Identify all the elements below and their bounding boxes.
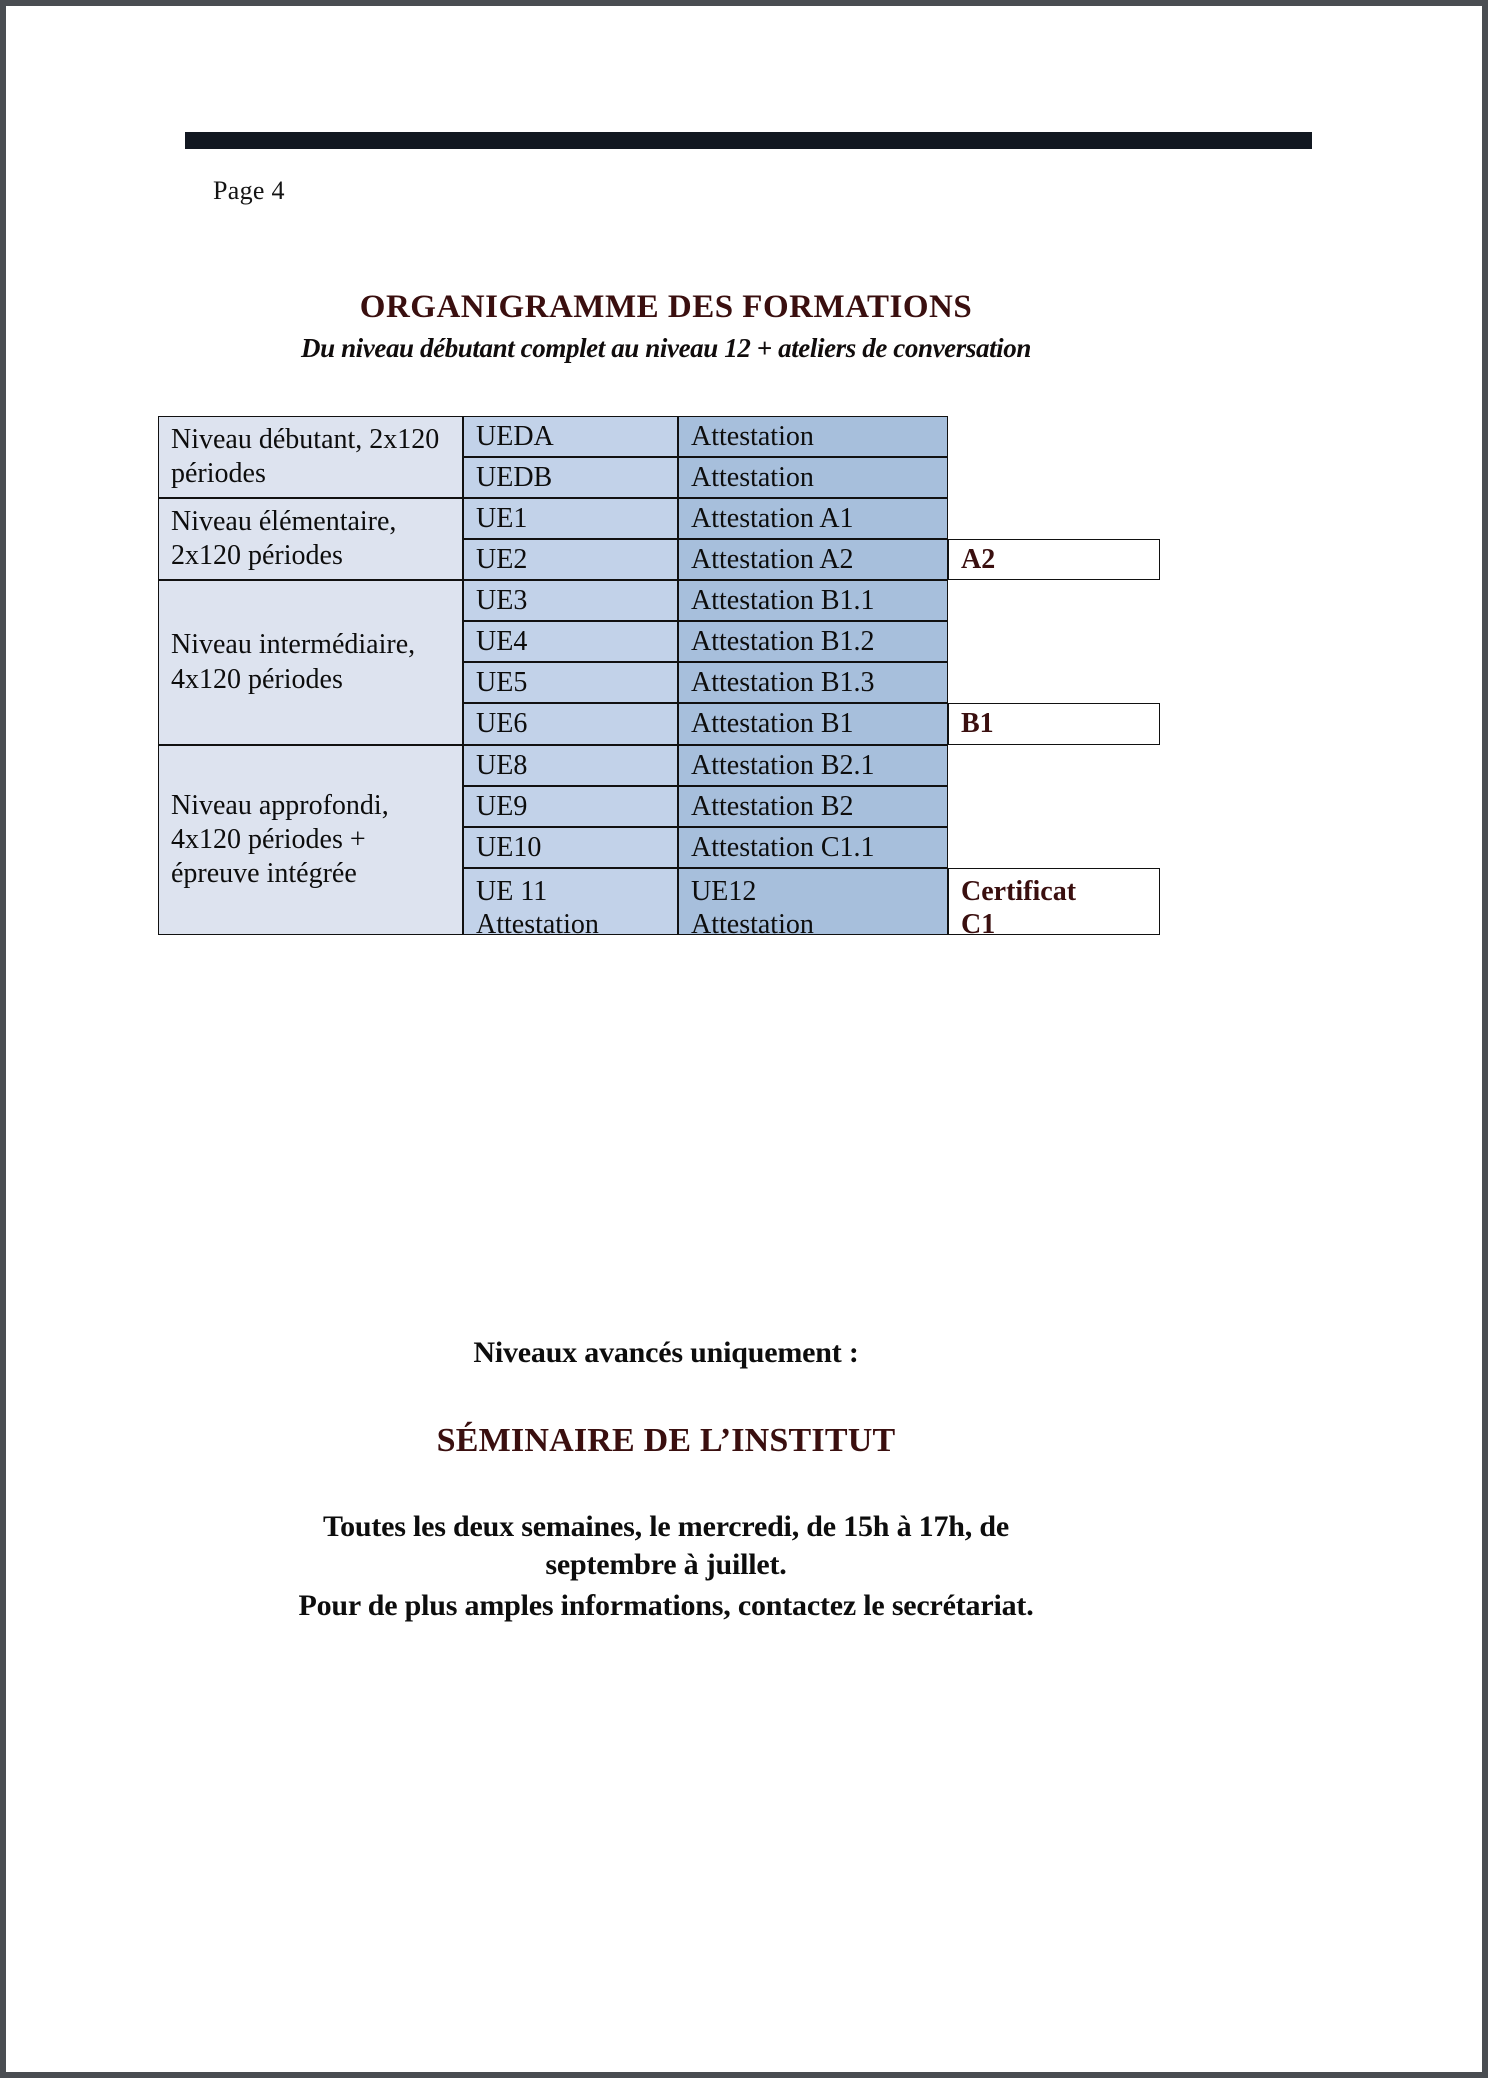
table-row	[463, 868, 1160, 941]
badge-line: C1	[961, 909, 996, 941]
ue-cell: UE4	[463, 621, 678, 662]
table-row	[463, 580, 948, 621]
level-line: Niveau débutant,	[171, 423, 363, 455]
certification-badge-b1: B1	[948, 703, 1160, 745]
attestation-cell: Attestation A1	[678, 498, 948, 539]
attestation-cell: Attestation B1.1	[678, 580, 948, 621]
seminar-title: SÉMINAIRE DE L’INSTITUT	[436, 1422, 896, 1459]
level-line: Niveau approfondi,	[171, 789, 389, 821]
certification-badge-c1	[948, 868, 1160, 941]
attestation-cell: Attestation	[678, 416, 948, 457]
attestation-cell: Attestation A2	[678, 539, 948, 580]
schedule-line-2: septembre à juillet.	[545, 1548, 787, 1582]
level-cell-intermediaire	[158, 580, 463, 745]
ue-cell: UEDB	[463, 457, 678, 498]
table-row	[463, 745, 948, 786]
level-cell-elementaire	[158, 498, 463, 580]
level-line: Niveau élémentaire,	[171, 505, 397, 537]
ue-cell: UE6	[463, 703, 678, 745]
ue-cell: UE2	[463, 539, 678, 580]
ue-cell: UE8	[463, 745, 678, 786]
attestation-cell	[678, 868, 948, 941]
level-line: 4x120 périodes +	[171, 823, 366, 855]
seminar-schedule	[166, 1508, 1166, 1585]
table-row	[463, 662, 948, 703]
page-title: ORGANIGRAMME DES FORMATIONS	[359, 289, 973, 325]
level-line: épreuve intégrée	[171, 858, 357, 890]
table-row	[463, 498, 948, 539]
attestation-line: UE12	[691, 876, 757, 907]
table-row	[463, 621, 948, 662]
attestation-cell: Attestation	[678, 457, 948, 498]
schedule-line-1: Toutes les deux semaines, le mercredi, de 15h à 17h, de	[323, 1510, 1009, 1543]
table-row	[463, 416, 948, 457]
advanced-levels-note: Niveaux avancés uniquement :	[473, 1336, 859, 1369]
attestation-cell: Attestation C1.1	[678, 827, 948, 868]
ue-cell: UE9	[463, 786, 678, 827]
ue-cell: UE5	[463, 662, 678, 703]
table-row	[463, 703, 1160, 745]
attestation-cell: Attestation B2	[678, 786, 948, 827]
badge-line: Certificat	[961, 876, 1077, 907]
footer-section	[166, 1336, 1166, 1623]
ue-cell: UEDA	[463, 416, 678, 457]
ue-line: Attestation	[476, 909, 599, 941]
attestation-cell: Attestation B1	[678, 703, 948, 745]
attestation-cell: Attestation B1.3	[678, 662, 948, 703]
table-row	[463, 827, 948, 868]
attestation-line: Attestation	[691, 909, 814, 941]
ue-cell: UE10	[463, 827, 678, 868]
attestation-cell: Attestation B2.1	[678, 745, 948, 786]
level-cell-debutant	[158, 416, 463, 498]
level-line: Niveau	[171, 629, 252, 661]
contact-note: Pour de plus amples informations, contactez le secrétariat.	[298, 1588, 1034, 1622]
level-line: 2x120 périodes	[171, 540, 343, 571]
level-line: 2x120 périodes	[171, 423, 440, 489]
table-row	[463, 457, 948, 498]
ue-cell: UE3	[463, 580, 678, 621]
document-page	[6, 6, 1482, 2072]
ue-cell: UE1	[463, 498, 678, 539]
level-line: 4x120 périodes	[171, 663, 343, 695]
table-row	[463, 786, 948, 827]
header-rule	[185, 132, 1312, 149]
page-subtitle: Du niveau débutant complet au niveau 12 + ateliers de conversation	[301, 333, 1031, 363]
page-number: Page 4	[213, 176, 285, 205]
level-cell-approfondi	[158, 745, 463, 935]
certification-badge-a2: A2	[948, 539, 1160, 580]
table-row	[463, 539, 1160, 580]
attestation-cell: Attestation B1.2	[678, 621, 948, 662]
ue-cell	[463, 868, 678, 941]
level-line: intermédiaire,	[258, 629, 416, 661]
ue-line: UE 11	[476, 876, 548, 907]
